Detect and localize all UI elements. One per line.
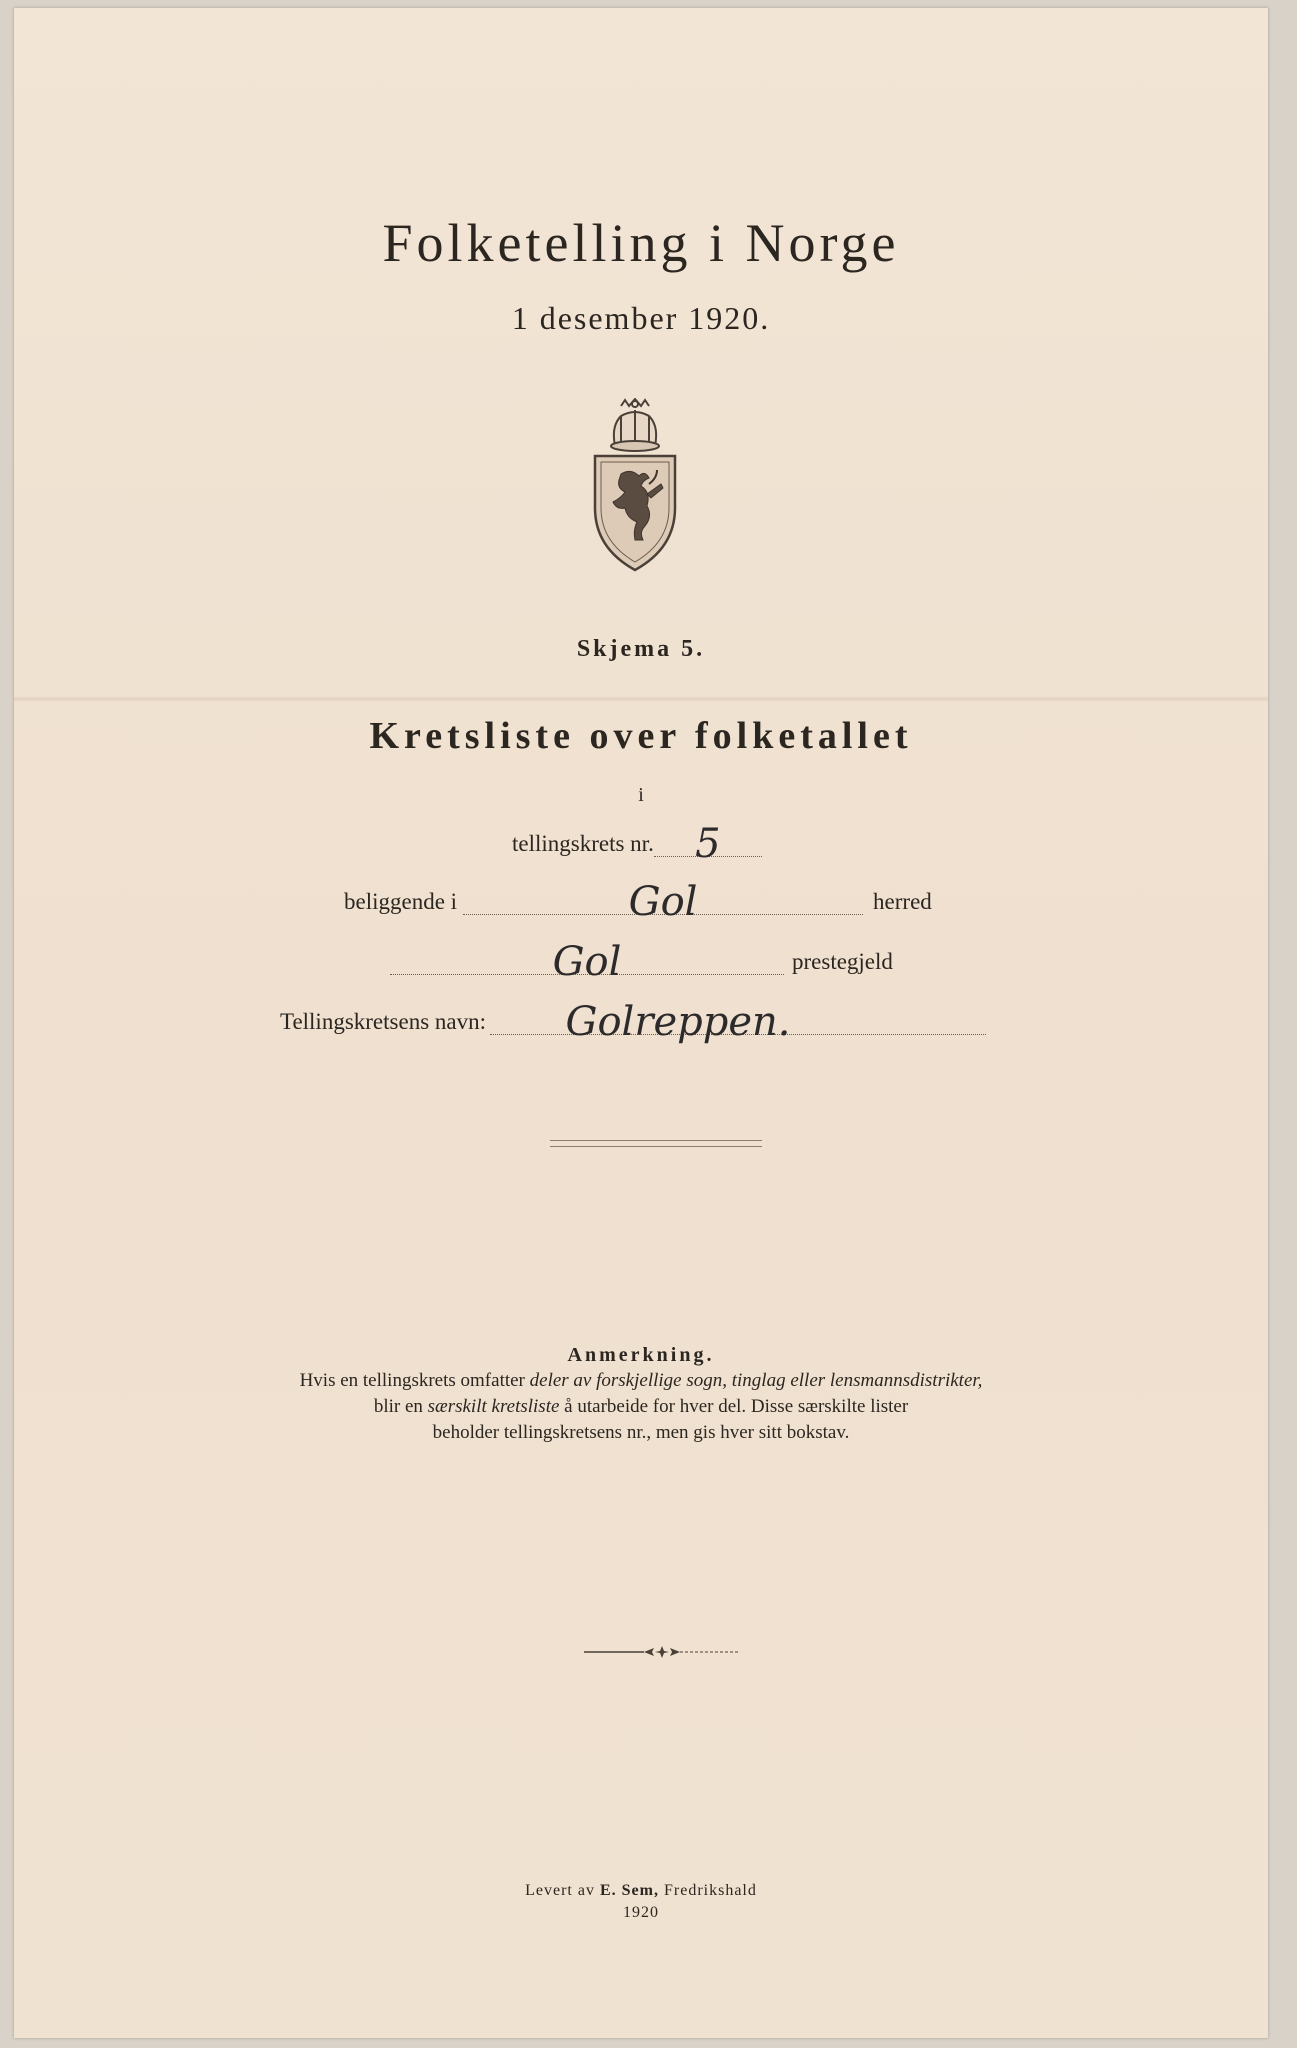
prestegjeld-row: [390, 939, 893, 985]
census-date: 1 desember 1920.: [511, 300, 771, 336]
krets-name-row: [280, 999, 986, 1045]
navn-label: Tellingskretsens navn:: [280, 1009, 486, 1034]
printer-place: Fredrikshald: [658, 1882, 757, 1899]
navn-value: Golreppen.: [565, 999, 791, 1045]
herred-label: herred: [873, 889, 932, 914]
double-rule-divider: [550, 1140, 762, 1147]
note-line-1: [14, 1370, 1268, 1392]
herred-row: [344, 879, 932, 925]
ornamental-divider-icon: [582, 1644, 742, 1660]
paper-fold: [14, 696, 1268, 702]
navn-field[interactable]: [490, 999, 986, 1045]
krets-value: 5: [695, 821, 721, 867]
note-line-3: beholder tellingskretsens nr., men gis hver sitt bokstav.: [432, 1422, 850, 1443]
preposition-i: i: [638, 784, 644, 806]
beliggende-label: beliggende i: [344, 889, 458, 914]
krets-field[interactable]: [654, 821, 762, 867]
printer-text-a: Levert av: [525, 1882, 600, 1899]
note-line-2-italic: særskilt kretsliste: [427, 1396, 560, 1417]
note-heading: Anmerkning.: [567, 1344, 715, 1366]
note-line-1-italic: deler av forskjellige sogn, tinglag eller lensmannsdistrikter,: [529, 1370, 983, 1391]
note-line-2-text-c: å utarbeide for hver del. Disse særskilte lister: [559, 1396, 909, 1417]
census-form-page: [14, 8, 1268, 2038]
herred-field[interactable]: [463, 879, 863, 925]
note-line-1-text: Hvis en tellingskrets omfatter: [299, 1370, 530, 1391]
norwegian-coat-of-arms-icon: [591, 398, 679, 574]
page-title: Folketelling i Norge: [382, 213, 900, 273]
printer-credit: [14, 1882, 1268, 1900]
krets-label: tellingskrets nr.: [512, 831, 654, 856]
schema-number: Skjema 5.: [576, 636, 706, 662]
prestegjeld-field[interactable]: [390, 939, 784, 985]
krets-number-row: [512, 821, 762, 867]
printer-name: E. Sem,: [599, 1882, 659, 1899]
note-line-2-text-a: blir en: [373, 1396, 428, 1417]
printer-year: 1920: [623, 1904, 659, 1921]
note-line-2: [14, 1396, 1268, 1418]
herred-value: Gol: [628, 879, 698, 925]
prestegjeld-value: Gol: [552, 939, 622, 985]
prestegjeld-label: prestegjeld: [792, 949, 893, 974]
form-heading: Kretsliste over folketallet: [369, 715, 913, 757]
